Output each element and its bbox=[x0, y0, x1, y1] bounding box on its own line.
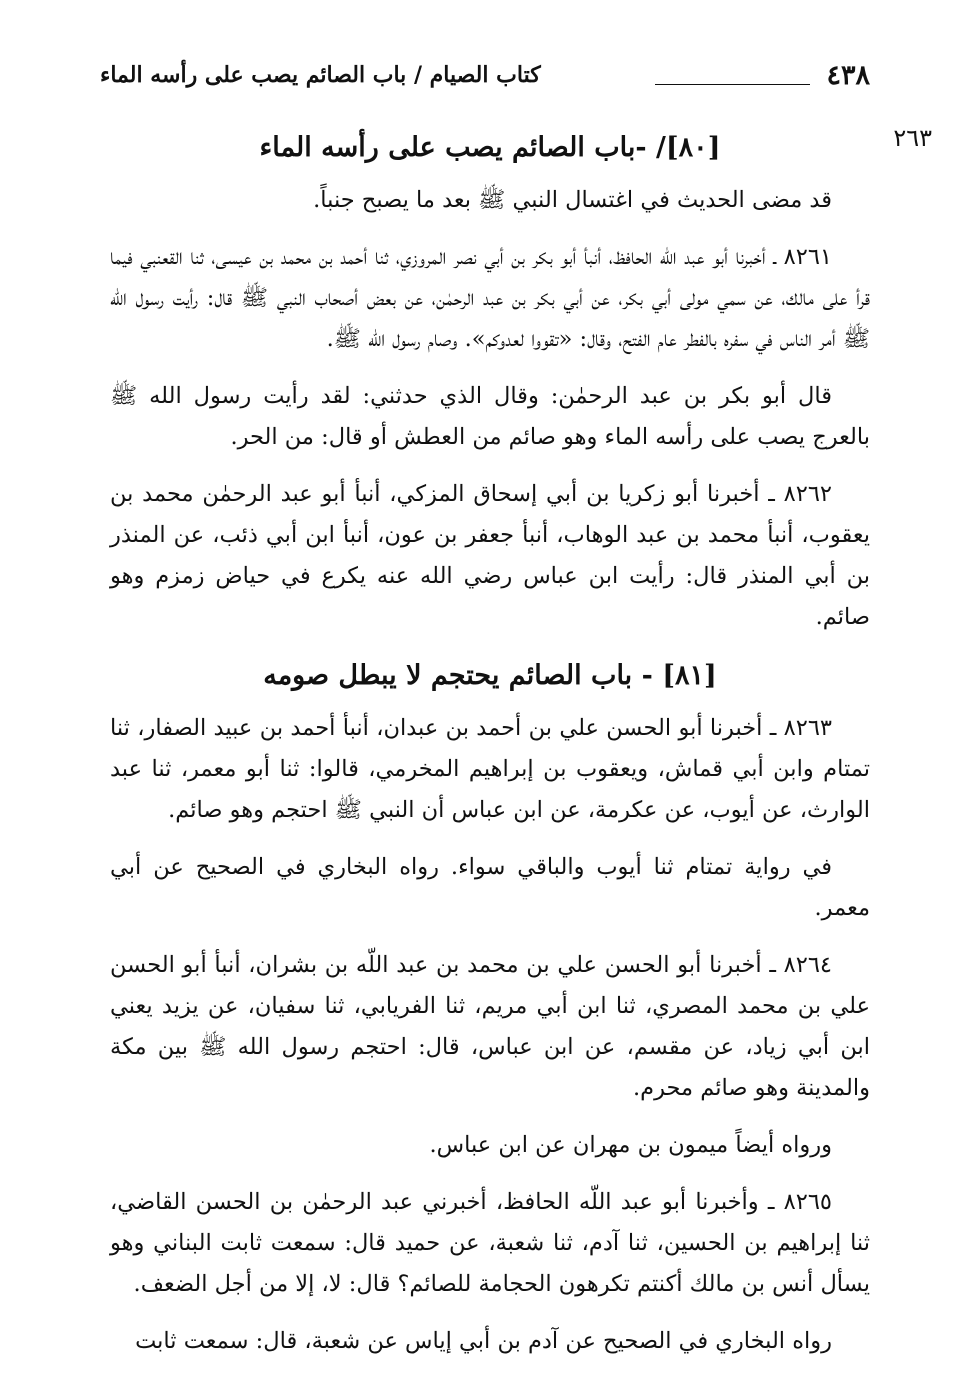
chapter-title-81: [٨١] - باب الصائم يحتجم لا يبطل صومه bbox=[263, 660, 717, 691]
paragraph: ورواه أيضاً ميمون بن مهران عن ابن عباس. bbox=[429, 1132, 832, 1158]
hadith-8262: ٨٢٦٢ ـ أخبرنا أبو زكريا بن أبي إسحاق المزكي، أنبأ أبو عبد الرحمٰن محمد بن يعقوب، أنبأ محمد بن عبد الوهاب، أنبأ جعفر بن عون، أنبأ ابن أبي ذئب، عن المنذر بن أبي المنذر قال: رأيت ابن عباس رضي الله عنه يكرع في حياض زمزم وهو صائم. bbox=[110, 481, 870, 630]
hadith-8265: ٨٢٦٥ ـ وأخبرنا أبو عبد اللّه الحافظ، أخبرني عبد الرحمٰن بن الحسن القاضي، ثنا إبراهيم بن الحسين، ثنا آدم، ثنا شعبة، عن حميد قال: سمعت ثابت البناني وهو يسأل أنس بن مالك أكنتم تكرهون الحجامة للصائم؟ قال: لا، إلا من أجل الضعف. bbox=[110, 1189, 870, 1297]
page-body bbox=[110, 122, 870, 1378]
chapter-title-80: [٨٠]/ -باب الصائم يصب على رأسه الماء bbox=[259, 132, 721, 163]
margin-reference-number: ٢٦٣ bbox=[893, 124, 932, 152]
running-title: كتاب الصيام / باب الصائم يصب على رأسه الماء bbox=[100, 62, 541, 88]
paragraph: قال أبو بكر بن عبد الرحمٰن: وقال الذي حدثني: لقد رأيت رسول الله ﷺ بالعرج يصب على رأسه الماء وهو صائم من العطش أو قال: من الحر. bbox=[110, 383, 870, 450]
paragraph: قد مضى الحديث في اغتسال النبي ﷺ بعد ما يصبح جنباً. bbox=[313, 187, 832, 213]
page-header bbox=[100, 60, 870, 100]
header-rule bbox=[655, 84, 810, 85]
paragraph: رواه البخاري في الصحيح عن آدم بن أبي إياس عن شعبة، قال: سمعت ثابت bbox=[135, 1328, 832, 1354]
hadith-8261: ٨٢٦١ ـ أخبرنا أبو عبد اللّه الحافظ، أنبأ أبو بكر بن أبي نصر المروزي، ثنا أحمد بن محمد بن عيسى، ثنا القعنبي فيما قرأ على مالك، عن سمي مولى أبي بكر، عن أبي بكر بن عبد الرحمٰن، عن بعض أصحاب النبي ﷺ قال: رأيت رسول الله ﷺ أمر الناس في سفره بالفطر عام الفتح، وقال: «تقووا لعدوكم». وصام رسول الله ﷺ. bbox=[110, 244, 870, 352]
hadith-8264: ٨٢٦٤ ـ أخبرنا أبو الحسن علي بن محمد بن عبد اللّه بن بشران، أنبأ أبو الحسن علي بن محمد المصري، ثنا ابن أبي مريم، ثنا الفريابي، ثنا سفيان، عن يزيد يعني ابن أبي زياد، عن مقسم، عن ابن عباس، قال: احتجم رسول الله ﷺ بين مكة والمدينة وهو صائم محرم. bbox=[110, 952, 870, 1101]
paragraph: في رواية تمتام ثنا أيوب والباقي سواء. رواه البخاري في الصحيح عن أبي معمر. bbox=[110, 854, 870, 921]
hadith-8263: ٨٢٦٣ ـ أخبرنا أبو الحسن علي بن أحمد بن عبدان، أنبأ أحمد بن عبيد الصفار، ثنا تمتام وابن أبي قماش، ويعقوب بن إبراهيم المخرمي، قالوا: ثنا أبو معمر، ثنا عبد الوارث، عن أيوب، عن عكرمة، عن ابن عباس أن النبي ﷺ احتجم وهو صائم. bbox=[110, 715, 870, 823]
page-number: ٤٣٨ bbox=[826, 60, 870, 91]
